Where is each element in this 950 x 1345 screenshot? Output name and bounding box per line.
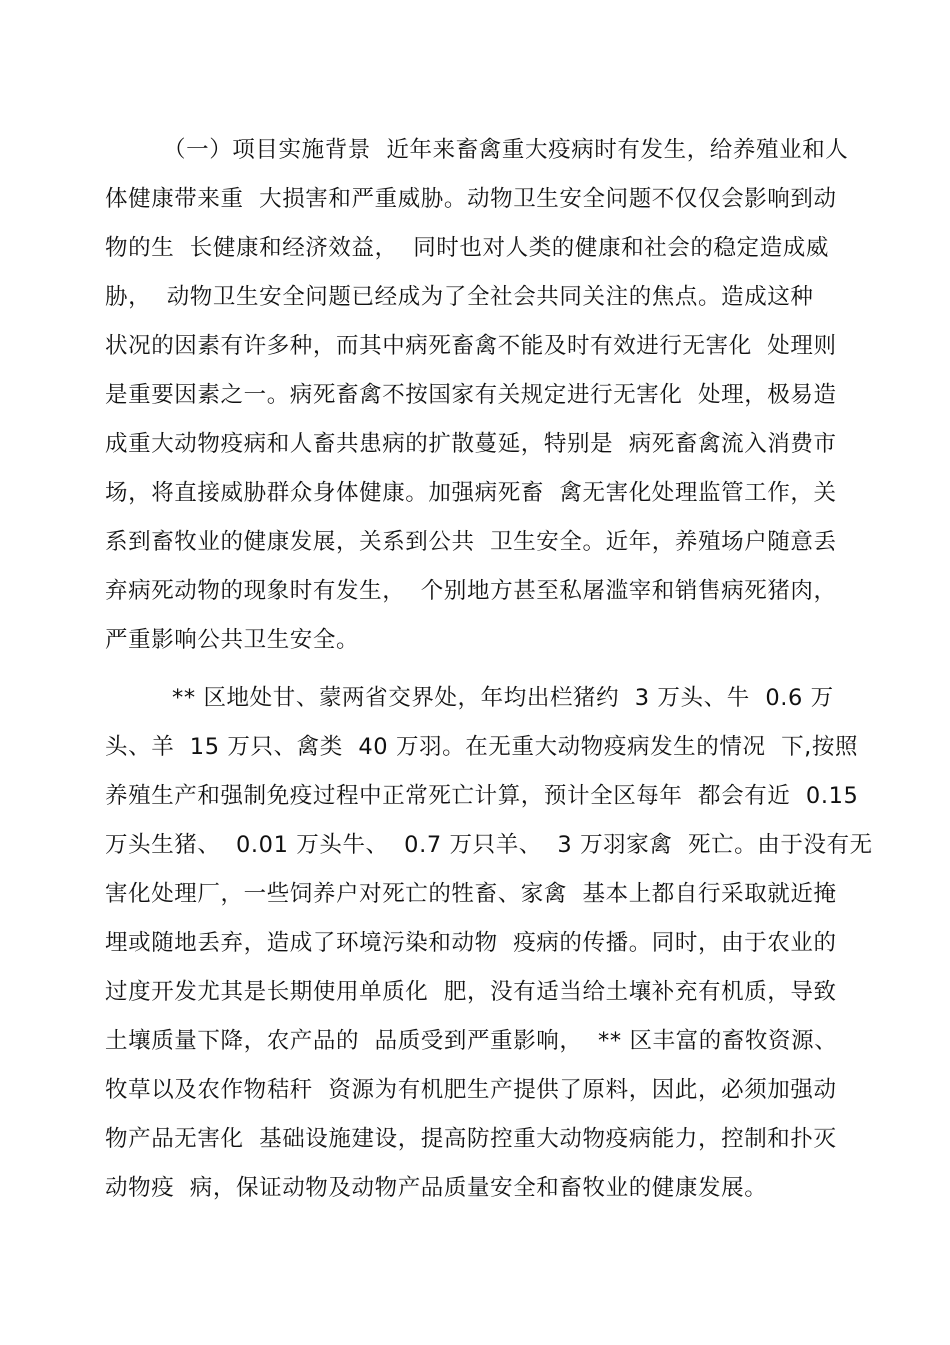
- text-line: 养殖生产和强制免疫过程中正常死亡计算，预计全区每年 都会有近 0.15: [105, 783, 859, 809]
- text-line: （一）项目实施背景 近年来畜禽重大疫病时有发生，给养殖业和人: [163, 137, 849, 163]
- text-line: 严重影响公共卫生安全。: [105, 627, 360, 653]
- text-line: 牧草以及农作物秸秆 资源为有机肥生产提供了原料，因此，必须加强动: [105, 1077, 837, 1103]
- text-line: 埋或随地丢弃，造成了环境污染和动物 疫病的传播。同时，由于农业的: [105, 930, 837, 956]
- text-line: 状况的因素有许多种，而其中病死畜禽不能及时有效进行无害化 处理则: [105, 333, 837, 359]
- text-line: 头、羊 15 万只、禽类 40 万羽。在无重大动物疫病发生的情况 下,按照: [105, 734, 859, 760]
- text-line: 成重大动物疫病和人畜共患病的扩散蔓延，特别是 病死畜禽流入消费市: [105, 431, 837, 457]
- text-line: 物的生 长健康和经济效益， 同时也对人类的健康和社会的稳定造成威: [105, 235, 830, 261]
- text-line: 胁， 动物卫生安全问题已经成为了全社会共同关注的焦点。造成这种: [105, 284, 814, 310]
- text-line: 体健康带来重 大损害和严重威胁。动物卫生安全问题不仅仅会影响到动: [105, 186, 837, 212]
- text-line: 土壤质量下降，农产品的 品质受到严重影响， ** 区丰富的畜牧资源、: [105, 1028, 838, 1054]
- text-line: 害化处理厂，一些饲养户对死亡的牲畜、家禽 基本上都自行采取就近掩: [105, 881, 837, 907]
- text-line: ** 区地处甘、蒙两省交界处，年均出栏猪约 3 万头、牛 0.6 万: [172, 685, 834, 711]
- text-line: 弃病死动物的现象时有发生， 个别地方甚至私屠滥宰和销售病死猪肉，: [105, 578, 837, 604]
- text-line: 系到畜牧业的健康发展，关系到公共 卫生安全。近年，养殖场户随意丢: [105, 529, 837, 555]
- text-line: 是重要因素之一。病死畜禽不按国家有关规定进行无害化 处理，极易造: [105, 382, 837, 408]
- text-line: 场，将直接威胁群众身体健康。加强病死畜 禽无害化处理监管工作，关: [105, 480, 837, 506]
- text-line: 过度开发尤其是长期使用单质化 肥，没有适当给土壤补充有机质，导致: [105, 979, 837, 1005]
- text-line: 物产品无害化 基础设施建设，提高防控重大动物疫病能力，控制和扑灭: [105, 1126, 837, 1152]
- text-line: 万头生猪、 0.01 万头牛、 0.7 万只羊、 3 万羽家禽 死亡。由于没有无: [105, 832, 873, 858]
- text-line: 动物疫 病，保证动物及动物产品质量安全和畜牧业的健康发展。: [105, 1175, 768, 1201]
